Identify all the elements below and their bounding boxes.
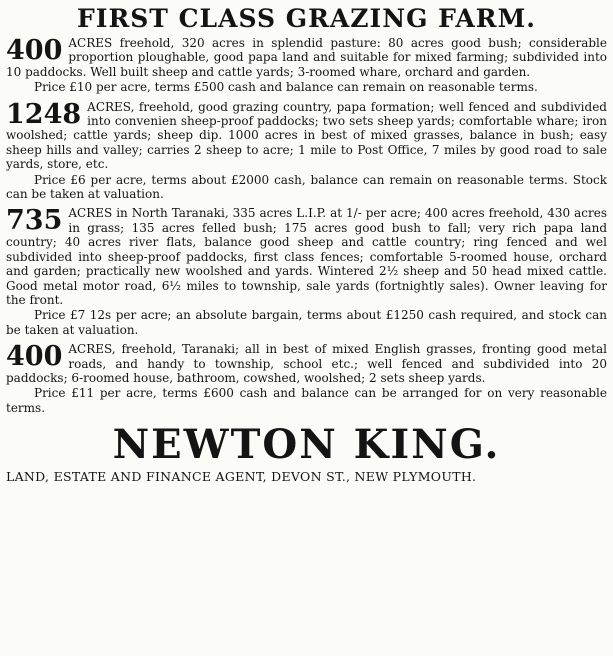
listing-acreage: 735 — [6, 205, 63, 237]
agent-name: NEWTON KING. — [112, 421, 501, 469]
listing-2 — [6, 100, 607, 202]
listing-3 — [6, 206, 607, 337]
listing-acreage: 400 — [6, 35, 63, 66]
listing-price: Price £6 per acre, terms about £2000 cash, balance can remain on reasonable terms. Stock can be taken at valuation. — [6, 172, 607, 202]
headline: FIRST CLASS GRAZING FARM. — [77, 4, 536, 33]
listing-4 — [6, 342, 607, 415]
listing-description: ACRES, freehold, Taranaki; all in best of mixed English grasses, fronting good metal roads, and handy to township, school etc.; well fenced and subdivided into 20 paddocks; 6-roomed house, bathroom, cowshed, woolshed; 2 sets sheep yards. — [6, 342, 607, 385]
listing-price: Price £10 per acre, terms £500 cash and balance can remain on reasonable terms. — [34, 80, 538, 95]
listing-description: ACRES freehold, 320 acres in splendid pasture: 80 acres good bush; considerable proportion ploughable, good papa land and suitable for mixed farming; subdivided into 10 paddocks. Well built sheep and cattle yards; 3-roomed whare, orchard and garden. — [6, 36, 607, 79]
listing-description: ACRES, freehold, good grazing country, papa formation; well fenced and subdivided into convenien sheep-proof paddocks; two sets sheep yards; comfortable whare; iron woolshed; cattle yards; sheep dip. 1000 acres in best of mixed grasses, balance in bush; easy sheep hills and valley; carries 2 sheep to acre; 1 mile to Post Office, 7 miles by good road to sale yards, store, etc. — [6, 99, 607, 172]
listing-price: Price £7 12s per acre; an absolute bargain, terms about £1250 cash required, and stock can be taken at valuation. — [6, 308, 607, 337]
listing-acreage: 1248 — [6, 98, 82, 130]
listing-price: Price £11 per acre, terms £600 cash and balance can be arranged for on very reasonable terms. — [6, 386, 607, 415]
listing-1 — [6, 36, 607, 95]
listing-acreage: 400 — [6, 341, 63, 373]
listing-description: ACRES in North Taranaki, 335 acres L.I.P. at 1/- per acre; 400 acres freehold, 430 acres in grass; 135 acres felled bush; 175 acres good bush to fall; very rich papa land country; 40 acres river flats, balance good sheep and cattle country; ring fenced and wel subdivided into sheep-proof paddocks, first class fences; comfortable 5-roomed house, orchard and garden; practically new woolshed and yards. Wintered 2½ sheep and 50 head mixed cattle. Good metal motor road, 6½ miles to township, sale yards (fortnightly sales). Owner leaving for the front. — [6, 206, 607, 307]
agent-address: LAND, ESTATE AND FINANCE AGENT, DEVON ST., NEW PLYMOUTH. — [6, 469, 477, 485]
